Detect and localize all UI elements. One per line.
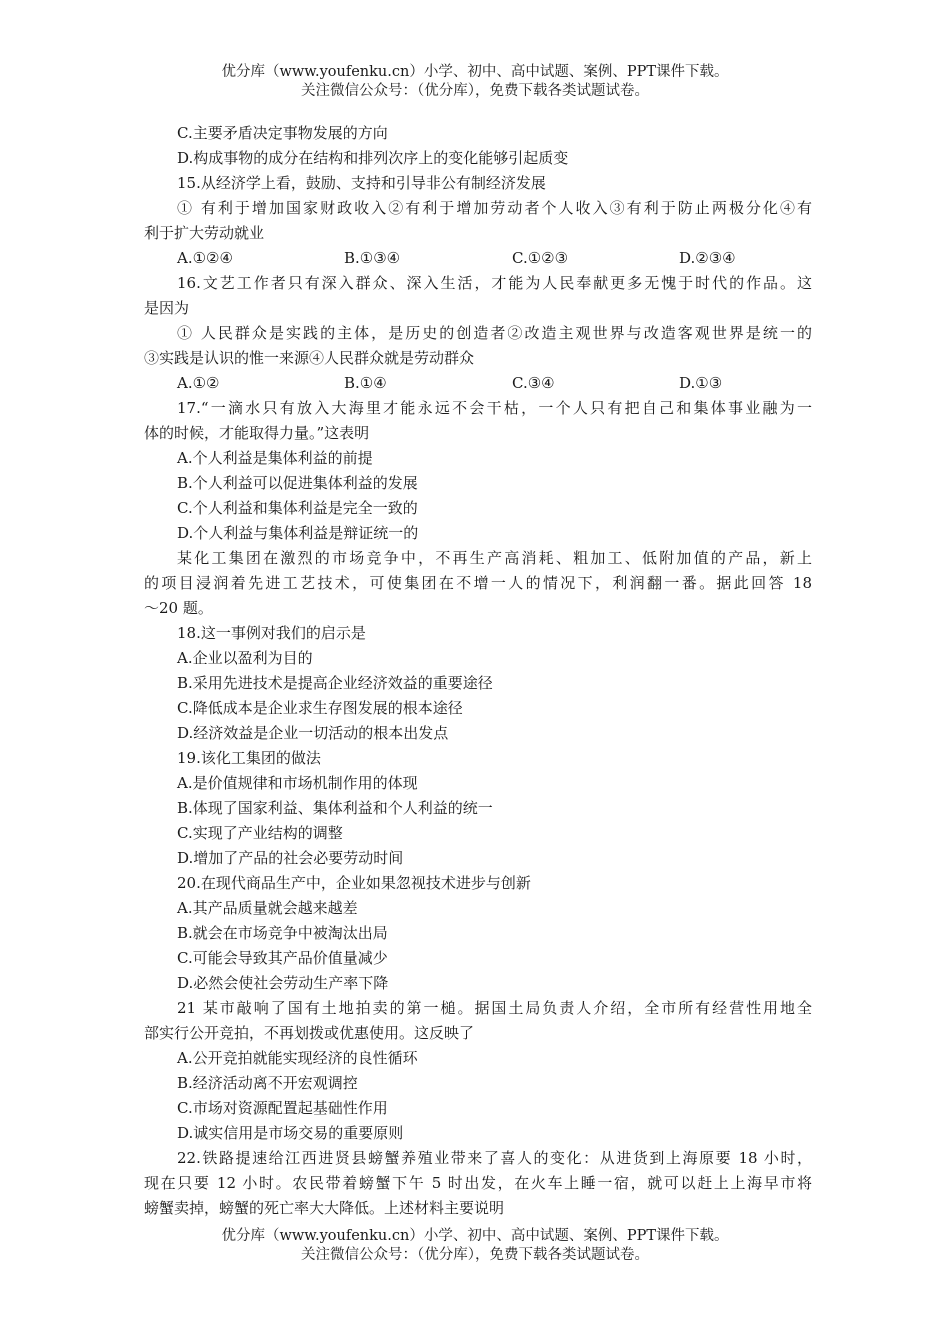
q16-items-line-2: ③实践是认识的惟一来源④人民群众就是劳动群众 (144, 349, 475, 367)
q19-option-a: A.是价值规律和市场机制作用的体现 (177, 774, 418, 792)
q16-stem-line-2: 是因为 (144, 299, 190, 317)
footer-line-1: 优分库（www.youfenku.cn）小学、初中、高中试题、案例、PPT课件下载。 (221, 1228, 729, 1244)
q15-items-line-2: 利于扩大劳动就业 (144, 224, 265, 242)
q14-option-d: D.构成事物的成分在结构和排列次序上的变化能够引起质变 (177, 149, 569, 167)
q16-option-b: B.①④ (344, 374, 387, 392)
q17-stem-line-1: 17.“一滴水只有放入大海里才能永远不会干枯，一个人只有把自己和集体事业融为一 (177, 399, 812, 417)
q19-stem: 19.该化工集团的做法 (177, 749, 321, 767)
q18-option-c: C.降低成本是企业求生存图发展的根本途径 (177, 699, 463, 717)
q17-option-b: B.个人利益可以促进集体利益的发展 (177, 474, 418, 492)
header-line-1: 优分库（www.youfenku.cn）小学、初中、高中试题、案例、PPT课件下载。 (221, 64, 729, 80)
q14-option-c: C.主要矛盾决定事物发展的方向 (177, 124, 388, 142)
q15-stem: 15.从经济学上看，鼓励、支持和引导非公有制经济发展 (177, 174, 546, 192)
q16-items-line-1: ① 人民群众是实践的主体，是历史的创造者②改造主观世界与改造客观世界是统一的 (177, 324, 812, 342)
q21-option-b: B.经济活动离不开宏观调控 (177, 1074, 358, 1092)
q15-option-c: C.①②③ (512, 249, 569, 267)
q18-option-d: D.经济效益是企业一切活动的根本出发点 (177, 724, 449, 742)
q22-stem-line-2: 现在只要 12 小时。农民带着螃蟹下午 5 时出发，在火车上睡一宿，就可以赶上上海早市将 (144, 1174, 812, 1192)
q20-option-d: D.必然会使社会劳动生产率下降 (177, 974, 389, 992)
q22-stem-line-1: 22.铁路提速给江西进贤县螃蟹养殖业带来了喜人的变化：从进货到上海原要 18 小时， (177, 1149, 812, 1167)
q15-option-b: B.①③④ (344, 249, 401, 267)
q17-option-a: A.个人利益是集体利益的前提 (177, 449, 373, 467)
q17-option-d: D.个人利益与集体利益是辩证统一的 (177, 524, 419, 542)
q15-options (144, 246, 812, 271)
page-footer (0, 1227, 950, 1265)
q18-option-a: A.企业以盈利为目的 (177, 649, 313, 667)
passage-line-3: ～20 题。 (144, 599, 213, 617)
q15-items-line-1: ① 有利于增加国家财政收入②有利于增加劳动者个人收入③有利于防止两极分化④有 (177, 199, 812, 217)
q19-option-d: D.增加了产品的社会必要劳动时间 (177, 849, 404, 867)
q16-option-c: C.③④ (512, 374, 555, 392)
q20-option-c: C.可能会导致其产品价值量减少 (177, 949, 388, 967)
passage-line-1: 某化工集团在激烈的市场竞争中，不再生产高消耗、粗加工、低附加值的产品，新上 (177, 549, 812, 567)
q16-stem-line-1: 16.文艺工作者只有深入群众、深入生活，才能为人民奉献更多无愧于时代的作品。这 (177, 274, 812, 292)
q16-options (144, 371, 812, 396)
q19-option-c: C.实现了产业结构的调整 (177, 824, 343, 842)
q21-option-a: A.公开竞拍就能实现经济的良性循环 (177, 1049, 418, 1067)
q20-option-b: B.就会在市场竞争中被淘汰出局 (177, 924, 388, 942)
q21-stem-line-1: 21 某市敲响了国有土地拍卖的第一槌。据国土局负责人介绍，全市所有经营性用地全 (177, 999, 812, 1017)
q15-option-d: D.②③④ (679, 249, 736, 267)
q20-option-a: A.其产品质量就会越来越差 (177, 899, 358, 917)
q21-option-d: D.诚实信用是市场交易的重要原则 (177, 1124, 404, 1142)
page-header (0, 63, 950, 101)
header-line-2: 关注微信公众号：（优分库），免费下载各类试题试卷。 (301, 83, 649, 99)
q21-option-c: C.市场对资源配置起基础性作用 (177, 1099, 388, 1117)
footer-line-2: 关注微信公众号：（优分库），免费下载各类试题试卷。 (301, 1247, 649, 1263)
q22-stem-line-3: 螃蟹卖掉，螃蟹的死亡率大大降低。上述材料主要说明 (144, 1199, 505, 1217)
q21-stem-line-2: 部实行公开竞拍，不再划拨或优惠使用。这反映了 (144, 1024, 475, 1042)
q16-option-a: A.①② (177, 374, 220, 392)
q15-option-a: A.①②④ (177, 249, 233, 267)
q18-stem: 18.这一事例对我们的启示是 (177, 624, 366, 642)
exam-content (144, 121, 812, 1221)
q19-option-b: B.体现了国家利益、集体利益和个人利益的统一 (177, 799, 493, 817)
q16-option-d: D.①③ (679, 374, 723, 392)
q20-stem: 20.在现代商品生产中，企业如果忽视技术进步与创新 (177, 874, 531, 892)
passage-line-2: 的项目浸润着先进工艺技术，可使集团在不增一人的情况下，利润翻一番。据此回答 18 (144, 574, 812, 592)
q17-stem-line-2: 体的时候，才能取得力量。”这表明 (144, 424, 370, 442)
q17-option-c: C.个人利益和集体利益是完全一致的 (177, 499, 418, 517)
q18-option-b: B.采用先进技术是提高企业经济效益的重要途径 (177, 674, 493, 692)
